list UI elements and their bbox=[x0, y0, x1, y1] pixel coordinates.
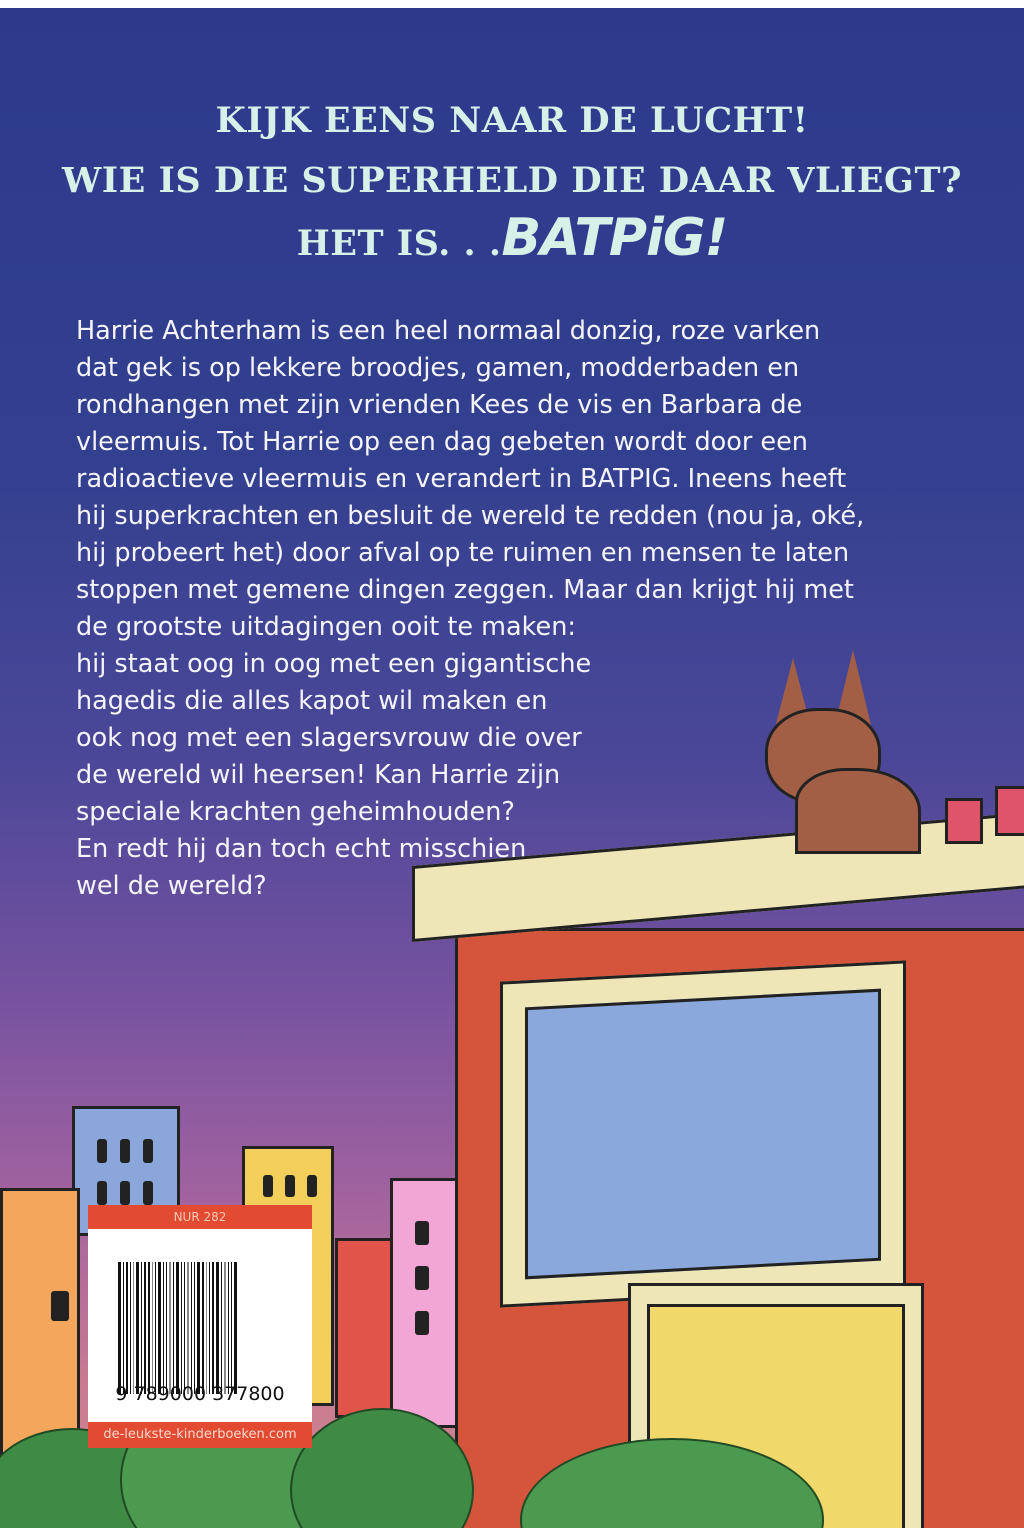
blurb-line: radioactieve vleermuis en verandert in BATPIG. Ineens heeft bbox=[76, 464, 847, 494]
blurb-line: ook nog met een slagersvrouw die over bbox=[76, 723, 582, 753]
barcode-bar bbox=[130, 1262, 131, 1394]
blurb-line: stoppen met gemene dingen zeggen. Maar dan krijgt hij met bbox=[76, 575, 854, 605]
blurb-text bbox=[76, 313, 864, 905]
barcode-bar bbox=[176, 1262, 179, 1394]
barcode-bar bbox=[126, 1262, 128, 1394]
barcode-bar bbox=[144, 1262, 146, 1394]
barcode-bar bbox=[191, 1262, 192, 1394]
barcode-bar bbox=[173, 1262, 174, 1394]
barcode-bar bbox=[197, 1262, 200, 1394]
barcode-bar bbox=[141, 1262, 142, 1394]
barcode-bar bbox=[187, 1262, 189, 1394]
barcode-bar bbox=[169, 1262, 171, 1394]
headline-prefix: HET IS. . . bbox=[296, 223, 502, 264]
dog-character bbox=[765, 658, 925, 848]
barcode-bar bbox=[231, 1262, 232, 1394]
isbn-number: 9 789000 377800 bbox=[115, 1383, 285, 1405]
barcode-bar bbox=[224, 1262, 226, 1394]
chimney bbox=[945, 798, 983, 844]
billboard-frame bbox=[500, 960, 906, 1307]
blurb-line: Harrie Achterham is een heel normaal donzig, roze varken bbox=[76, 316, 821, 346]
book-back-cover bbox=[0, 8, 1024, 1528]
barcode bbox=[118, 1262, 278, 1394]
publisher-website: de-leukste-kinderboeken.com bbox=[88, 1422, 312, 1448]
barcode-bar bbox=[155, 1262, 156, 1394]
barcode-bar bbox=[216, 1262, 219, 1394]
headline-line-3 bbox=[0, 208, 1024, 268]
blurb-line: dat gek is op lekkere broodjes, gamen, modderbaden en bbox=[76, 353, 800, 383]
headline-line-2: WIE IS DIE SUPERHELD DIE DAAR VLIEGT? bbox=[61, 160, 962, 201]
barcode-bar bbox=[184, 1262, 185, 1394]
blurb-line: wel de wereld? bbox=[76, 871, 267, 901]
blurb-line: En redt hij dan toch echt misschien bbox=[76, 834, 527, 864]
blurb-line: hij staat oog in oog met een gigantische bbox=[76, 649, 592, 679]
blurb-line: vleermuis. Tot Harrie op een dag gebeten wordt door een bbox=[76, 427, 808, 457]
headline-line-1: KIJK EENS NAAR DE LUCHT! bbox=[215, 100, 809, 141]
pink-building bbox=[390, 1178, 460, 1428]
barcode-bar bbox=[133, 1262, 134, 1394]
main-building bbox=[455, 928, 1024, 1528]
blurb-line: de wereld wil heersen! Kan Harrie zijn bbox=[76, 760, 561, 790]
red-building bbox=[335, 1238, 395, 1418]
barcode-bar bbox=[234, 1262, 237, 1394]
barcode-bar bbox=[163, 1262, 164, 1394]
barcode-bar bbox=[123, 1262, 124, 1394]
barcode-bar bbox=[166, 1262, 167, 1394]
batpig-logo: BATPiG! bbox=[501, 208, 728, 268]
nur-code: NUR 282 bbox=[88, 1205, 312, 1229]
barcode-label bbox=[88, 1205, 312, 1448]
barcode-bar bbox=[152, 1262, 153, 1394]
barcode-bar bbox=[118, 1262, 121, 1394]
blurb-line: hagedis die alles kapot wil maken en bbox=[76, 686, 548, 716]
barcode-bar bbox=[148, 1262, 150, 1394]
barcode-bar bbox=[206, 1262, 207, 1394]
barcode-bar bbox=[202, 1262, 204, 1394]
barcode-bar bbox=[136, 1262, 139, 1394]
barcode-bar bbox=[194, 1262, 195, 1394]
blurb-line: rondhangen met zijn vrienden Kees de vis en Barbara de bbox=[76, 390, 803, 420]
barcode-bar bbox=[221, 1262, 222, 1394]
barcode-bar bbox=[158, 1262, 161, 1394]
blurb-line: de grootste uitdagingen ooit te maken: bbox=[76, 612, 576, 642]
barcode-bar bbox=[212, 1262, 214, 1394]
blurb-line: hij superkrachten en besluit de wereld te redden (nou ja, oké, bbox=[76, 501, 865, 531]
blurb-line: hij probeert het) door afval op te ruimen en mensen te laten bbox=[76, 538, 850, 568]
barcode-bar bbox=[181, 1262, 182, 1394]
blurb-line: speciale krachten geheimhouden? bbox=[76, 797, 515, 827]
barcode-bar bbox=[209, 1262, 210, 1394]
window bbox=[525, 989, 881, 1280]
barcode-bar bbox=[228, 1262, 229, 1394]
chimney bbox=[995, 786, 1024, 836]
